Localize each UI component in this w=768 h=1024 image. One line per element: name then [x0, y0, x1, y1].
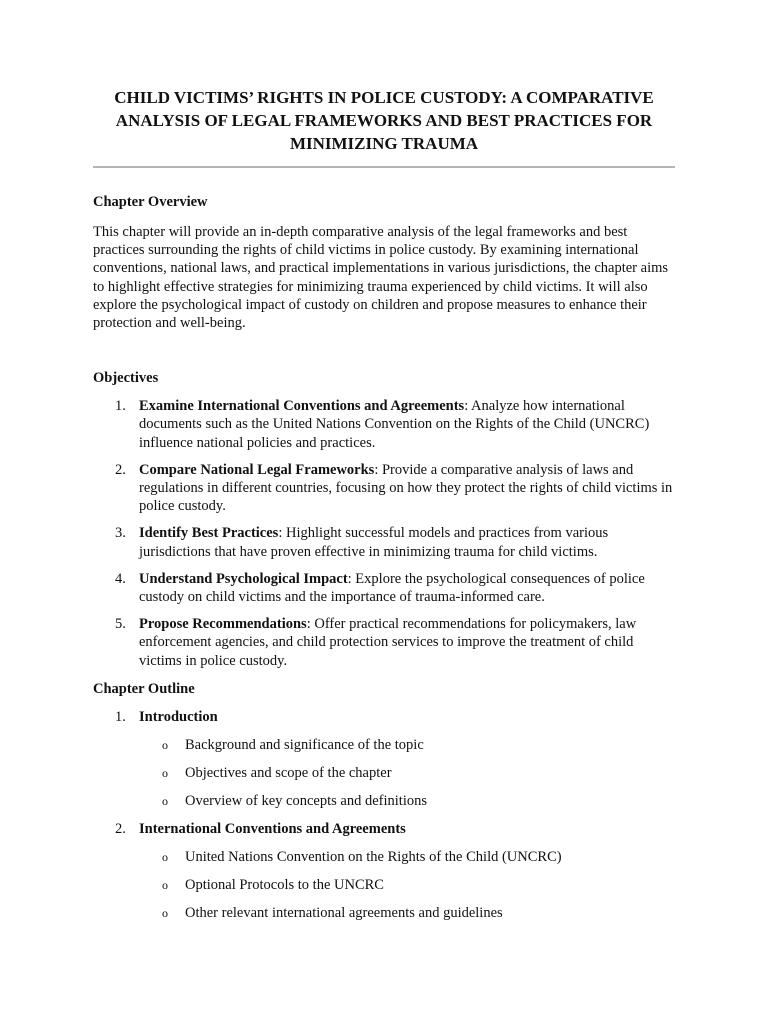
objective-number: 3. [115, 525, 126, 542]
objective-item [93, 397, 675, 452]
objective-term: Understand Psychological Impact [139, 570, 348, 587]
objective-number: 1. [115, 398, 126, 415]
chapter-overview-heading: Chapter Overview [93, 194, 208, 210]
bullet-icon: o [162, 849, 168, 864]
objective-term: Examine International Conventions and Agreements [139, 398, 465, 415]
objective-item [93, 570, 675, 606]
objective-item [93, 615, 675, 670]
objectives-heading: Objectives [93, 370, 159, 387]
document-page [93, 86, 675, 922]
outline-section-number: 1. [115, 708, 126, 725]
objective-text: : Highlight successful models and practices from various jurisdictions that have proven effective in minimizing trauma for child victims. [139, 525, 609, 560]
outline-subitem-text: Overview of key concepts and definitions [185, 792, 427, 809]
outline-section-label: Introduction [139, 708, 218, 725]
outline-section-title [93, 820, 675, 838]
outline-section [93, 708, 675, 810]
outline-subitem [93, 904, 675, 922]
chapter-outline-heading: Chapter Outline [93, 680, 195, 697]
outline-section [93, 820, 675, 922]
outline-subitem [93, 764, 675, 782]
outline-subitem [93, 792, 675, 810]
chapter-overview-section [93, 193, 675, 332]
objectives-list [93, 397, 675, 670]
document-title: CHILD VICTIMS’ RIGHTS IN POLICE CUSTODY: A COMPARATIVE ANALYSIS OF LEGAL FRAMEWORKS AND BEST PRACTICES FOR MINIMIZING TRAUMA [114, 88, 654, 153]
title-divider [93, 166, 675, 168]
outline-subitem-list [93, 736, 675, 810]
outline-subitem [93, 848, 675, 866]
bullet-icon: o [162, 877, 168, 892]
objective-number: 4. [115, 570, 126, 587]
objective-text: : Offer practical recommendations for policymakers, law enforcement agencies, and child protection services to improve the treatment of child victims in police custody. [139, 616, 637, 669]
objective-text: : Explore the psychological consequences of police custody on child victims and the importance of trauma-informed care. [139, 570, 645, 606]
outline-subitem-text: United Nations Convention on the Rights of the Child (UNCRC) [185, 848, 562, 865]
outline-subitem-text: Optional Protocols to the UNCRC [185, 876, 384, 893]
objective-term: Propose Recommendations [139, 616, 307, 633]
chapter-overview-text: This chapter will provide an in-depth comparative analysis of the legal frameworks and best practices surrounding the rights of child victims in police custody. By examining international conventions, national laws, and practical implementations in various jurisdictions, the chapter aims to highlight effective strategies for minimizing trauma experienced by child victims. It will also explore the psychological impact of custody on children and propose measures to enhance their protection and well-being. [93, 224, 669, 332]
objective-item [93, 524, 675, 560]
objective-number: 2. [115, 461, 126, 478]
objective-text: : Analyze how international documents such as the United Nations Convention on the Rights of the Child (UNCRC) influence national policies and practices. [139, 398, 650, 451]
bullet-icon: o [162, 793, 168, 808]
bullet-icon: o [162, 737, 168, 752]
outline-subitem-list [93, 848, 675, 922]
outline-subitem [93, 736, 675, 754]
chapter-outline-section [93, 680, 675, 922]
bullet-icon: o [162, 765, 168, 780]
outline-subitem [93, 876, 675, 894]
outline-subitem-text: Background and significance of the topic [185, 736, 424, 753]
bullet-icon: o [162, 905, 168, 920]
outline-section-title [93, 708, 675, 726]
objective-term: Identify Best Practices [139, 525, 279, 542]
outline-section-number: 2. [115, 820, 126, 837]
outline-subitem-text: Objectives and scope of the chapter [185, 764, 392, 781]
objective-item [93, 461, 675, 516]
outline-section-label: International Conventions and Agreements [139, 820, 406, 837]
objective-term: Compare National Legal Frameworks [139, 461, 375, 478]
objective-text: : Provide a comparative analysis of laws and regulations in different countries, focusing on how they protect the rights of child victims in police custody. [139, 461, 673, 515]
objective-number: 5. [115, 616, 126, 633]
outline-subitem-text: Other relevant international agreements and guidelines [185, 904, 503, 921]
objectives-section [93, 369, 675, 670]
